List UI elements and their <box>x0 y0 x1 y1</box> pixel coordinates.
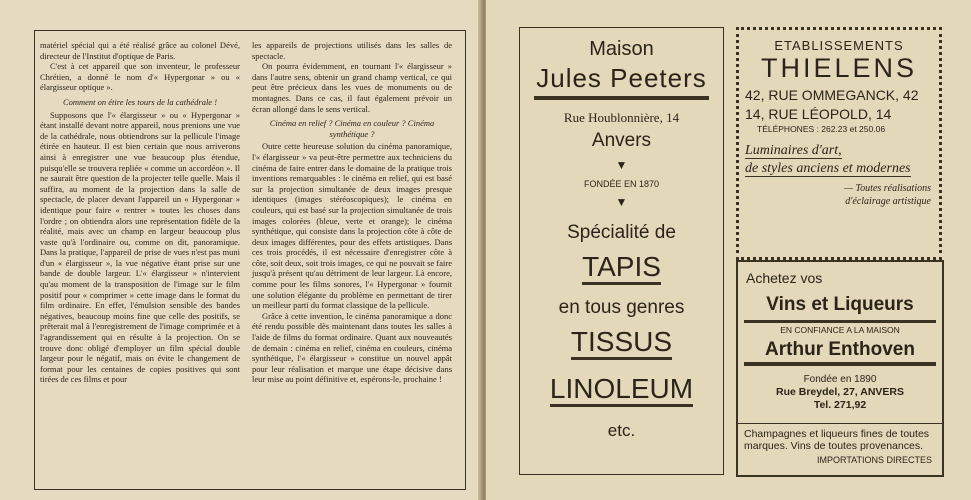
ad-peeters-tapis: TAPIS <box>582 252 661 285</box>
ad-arthur-enthoven <box>736 260 944 477</box>
ad-enthoven-name: Arthur Enthoven <box>765 339 915 360</box>
ad-thielens <box>736 27 942 260</box>
article-column-1 <box>40 40 240 385</box>
ad-enthoven-founded: Fondée en 1890 <box>803 374 877 385</box>
ad-enthoven-champagnes: Champagnes et liqueurs fines de toutes marques. Vins de toutes provenances. <box>738 423 942 452</box>
ad-enthoven-imports: IMPORTATIONS DIRECTES <box>816 455 932 465</box>
ad-thielens-etablissements: ETABLISSEMENTS <box>774 38 904 53</box>
ad-thielens-realisations-1: — Toutes réalisations <box>844 183 931 194</box>
ad-peeters-name: Jules Peeters <box>536 63 707 93</box>
ad-peeters-founded: FONDÉE EN 1870 <box>583 179 660 189</box>
ad-thielens-realisations-2: d'éclairage artistique <box>845 196 931 207</box>
ad-peeters-city: Anvers <box>591 130 652 151</box>
triangle-marker-icon: ▼ <box>615 195 628 209</box>
ad-enthoven-tel: Tel. 271,92 <box>813 399 867 411</box>
ad-peeters-maison: Maison <box>589 38 654 60</box>
left-page <box>0 0 484 500</box>
article-paragraph: Supposons que l'« élargisseur » ou « Hypergonar » étant installé devant notre appareil, nous prenions une vue de la cathédrale, nous obtiendrons sur la pellicule l'image étirée en hauteur. Il est bien certain que nous arriverons ainsi à enregistrer une vue beaucoup plus étendue, puisqu'elle se trouvera repliée « comme un accordéon ». Il ne saurait être question de la projecter telle quelle. Mais il suffira, au moment de la projection dans la salle de spectacle, de placer devant l'appareil un « Hypergonar » identique pour faire « rentrer » toutes les choses dans l'ordre ; on obtiendra alors une représentation fidèle de la réalité, mais avec un champ en largeur beaucoup plus vaste qu'à l'ordinaire ou, comme on dit, panoramique. Dans la pratique, l'appareil de prise de vues n'est pas muni d'un « élargisseur », la vue négative étant prise sur une bande de double largeur. L'« élargisseur » n'intervient qu'au moment de la transposition de l'image sur le film positif pour « comprimer » cette image dans le format du film ordinaire. En effet, l'émulsion sensible des bandes négatives, beaucoup moins fine que celle des positifs, se prêterait mal à l'enregistrement de l'image comprimée et à l'agrandissement qui en résulte à la projection. On se trouve donc obligé d'employer un film spécial double largeur pour le négatif, mais on évite le changement de format pour les centaines de copies positives qui sont tirées de ces films et pour <box>40 109 240 385</box>
ad-thielens-phones: TÉLÉPHONES : 262.23 et 250.06 <box>757 124 886 134</box>
article-column-2 <box>252 40 452 385</box>
ad-peeters-tous-genres: en tous genres <box>558 297 685 318</box>
ad-peeters-tissus: TISSUS <box>571 327 672 360</box>
article-subheading: Comment on étire les tours de la cathédrale ! <box>62 96 218 107</box>
article-paragraph: C'est à cet appareil que son inventeur, le professeur Chrétien, a donné le nom d'« Hypergonar » ou « élargisseur optique ». <box>40 61 240 93</box>
article-paragraph: matériel spécial qui a été réalisé grâce au colonel Dévé, directeur de l'Institut d'optique de Paris. <box>40 40 240 61</box>
divider <box>534 96 709 100</box>
article-subheading: Cinéma en relief ? Cinéma en couleur ? Cinéma synthétique ? <box>269 118 435 139</box>
ad-peeters-linoleum: LINOLEUM <box>550 374 693 407</box>
ad-enthoven-confiance: EN CONFIANCE A LA MAISON <box>744 320 936 335</box>
ad-enthoven-vins: Vins et Liqueurs <box>766 294 914 315</box>
ad-thielens-address-2: 14, RUE LÉOPOLD, 14 <box>745 106 892 122</box>
ad-enthoven-street: Rue Breydel, 27, ANVERS <box>776 386 904 398</box>
ad-thielens-luminaires-2: de styles anciens et modernes <box>745 161 911 176</box>
ad-thielens-luminaires-1: Luminaires d'art, <box>745 143 842 158</box>
article-paragraph: les appareils de projections utilisés dans les salles de spectacle. <box>252 40 452 61</box>
ad-peeters-street: Rue Houblonnière, 14 <box>563 110 680 125</box>
ad-peeters-etc: etc. <box>607 421 636 440</box>
article-paragraph: Outre cette heureuse solution du cinéma panoramique, l'« élargisseur » va peut-être permettre aux techniciens du cinéma de faire entrer dans le domaine de la pratique trois inventions remarquables : le cinéma en relief, qui est basé sur la projection simultanée de deux images presque identiques (images stéréoscopiques); le cinéma en couleurs, qui est basé sur la projection simultanée de trois images colorées (bleue, verte et orange); le cinéma synthétique, qui consiste dans la projection côte à côte de deux images différentes, pour des effets artistiques. Dans ces trois procédés, il est nécessaire d'enregistrer côte à côte, soit deux, soit trois images, ce qui ne pouvait se faire jusqu'à présent qu'au détriment de leur largeur. Là encore, comme pour les films sonores, l'« Hypergonar » fournit une solution élégante du problème en permettant de tirer un meilleur parti du format classique de la pellicule. <box>252 141 452 311</box>
ad-enthoven-achetez: Achetez vos <box>746 270 823 286</box>
triangle-marker-icon: ▼ <box>615 158 628 172</box>
divider <box>744 362 936 366</box>
ad-thielens-address-1: 42, RUE OMMEGANCK, 42 <box>745 87 919 103</box>
ad-peeters-specialite: Spécialité de <box>567 222 676 243</box>
article-paragraph: On pourra évidemment, en tournant l'« élargisseur » dans l'autre sens, obtenir un grand champ vertical, ce qui peut être précieux dans les vues de monuments ou de montagnes. Dans ce cas, il faut également prévoir un écran allongé dans le sens vertical. <box>252 61 452 114</box>
article-paragraph: Grâce à cette invention, le cinéma panoramique a donc été rendu possible dès maintenant dans toutes les salles à l'aide de films du format ordinaire. Quant aux nouveautés de demain : cinéma en relief, cinéma en couleurs, cinéma synthétique, l'« élargisseur » constitue un nouvel appât pour leur réalisation et marque une étape décisive dans leur mise au point définitive et, espérons-le, prochaine ! <box>252 310 452 385</box>
ad-jules-peeters <box>519 27 724 475</box>
ad-thielens-name: THIELENS <box>760 53 918 83</box>
